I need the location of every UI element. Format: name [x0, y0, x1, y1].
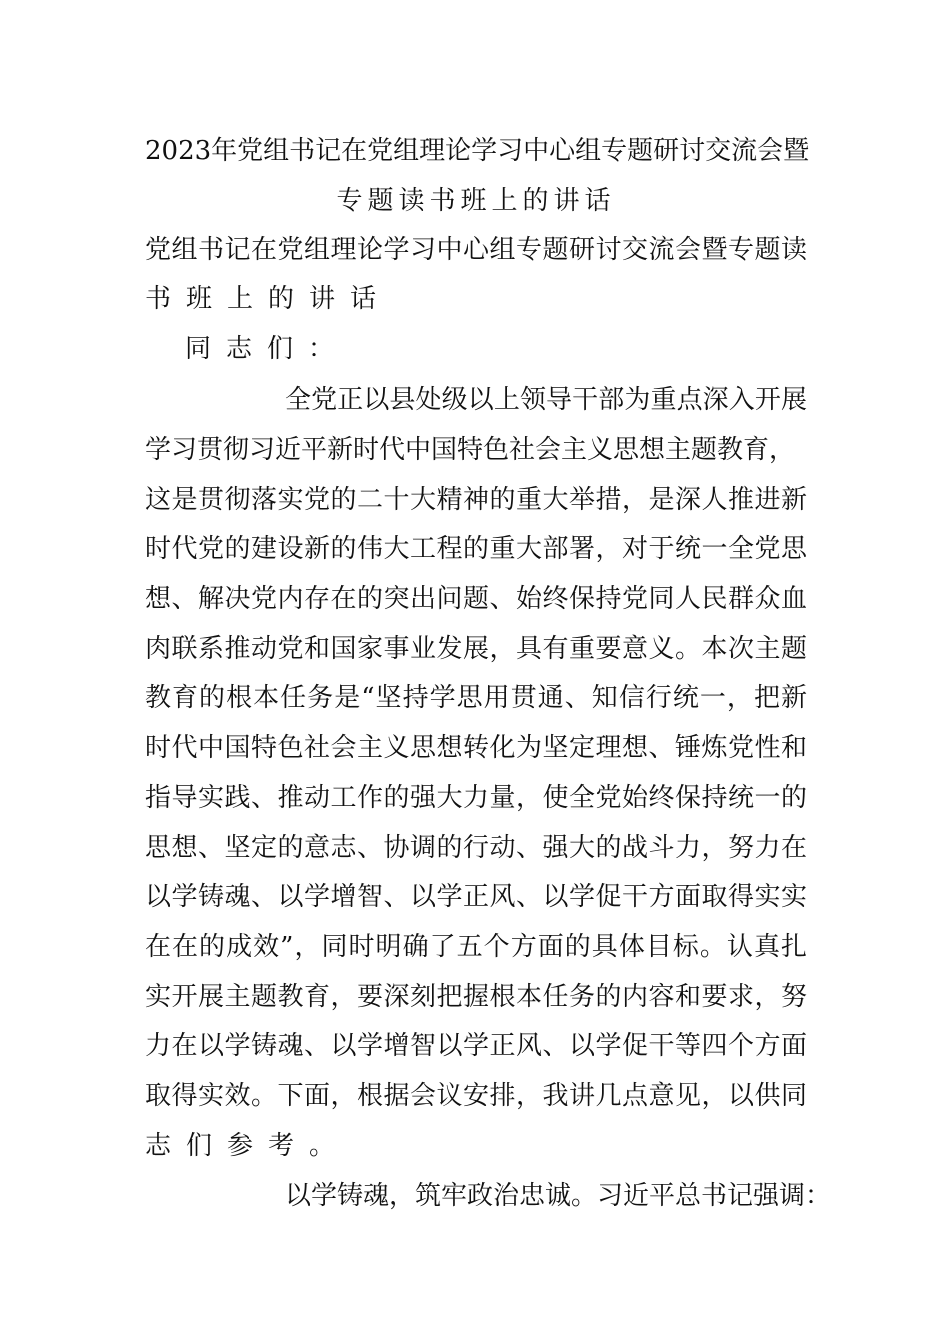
subtitle-line-2: 书班上的讲话	[145, 284, 392, 314]
document-title-line-2: 专题读书班上的讲话	[336, 186, 616, 216]
paragraph-line: 时代党的建设新的伟大工程的重大部署，对于统一全党思	[145, 534, 807, 564]
paragraph-line: 学习贯彻习近平新时代中国特色社会主义思想主题教育，	[145, 435, 796, 465]
paragraph-line: 思想、坚定的意志、协调的行动、强大的战斗力，努力在	[145, 833, 807, 863]
paragraph-line: 在在的成效”，同时明确了五个方面的具体目标。认真扎	[145, 932, 807, 962]
paragraph-line: 全党正以县处级以上领导干部为重点深入开展	[285, 385, 807, 415]
paragraph-line: 力在以学铸魂、以学增智以学正风、以学促干等四个方面	[145, 1031, 807, 1061]
paragraph-line: 想、解决党内存在的突出问题、始终保持党同人民群众血	[145, 584, 807, 614]
paragraph-line: 肉联系推动党和国家事业发展，具有重要意义。本次主题	[145, 634, 807, 664]
salutation: 同志们：	[185, 334, 350, 364]
paragraph-line: 时代中国特色社会主义思想转化为坚定理想、锤炼党性和	[145, 733, 807, 763]
paragraph-line: 志们参考。	[145, 1131, 351, 1161]
paragraph-line: 教育的根本任务是“坚持学思用贯通、知信行统一，把新	[145, 683, 807, 713]
paragraph-line: 实开展主题教育，要深刻把握根本任务的内容和要求，努	[145, 982, 807, 1012]
paragraph-line: 这是贯彻落实党的二十大精神的重大举措，是深人推进新	[145, 485, 807, 515]
paragraph-line: 以学铸魂、以学增智、以学正风、以学促干方面取得实实	[145, 882, 807, 912]
paragraph-line: 指导实践、推动工作的强大力量，使全党始终保持统一的	[145, 783, 807, 813]
subtitle-line-1: 党组书记在党组理论学习中心组专题研讨交流会暨专题读	[145, 235, 807, 265]
paragraph-line: 取得实效。下面，根据会议安排，我讲几点意见，以供同	[145, 1081, 807, 1111]
document-title-line-1: 2023年党组书记在党组理论学习中心组专题研讨交流会暨	[145, 136, 810, 166]
paragraph-2-first-line: 以学铸魂，筑牢政治忠诚。习近平总书记强调：	[285, 1181, 832, 1211]
